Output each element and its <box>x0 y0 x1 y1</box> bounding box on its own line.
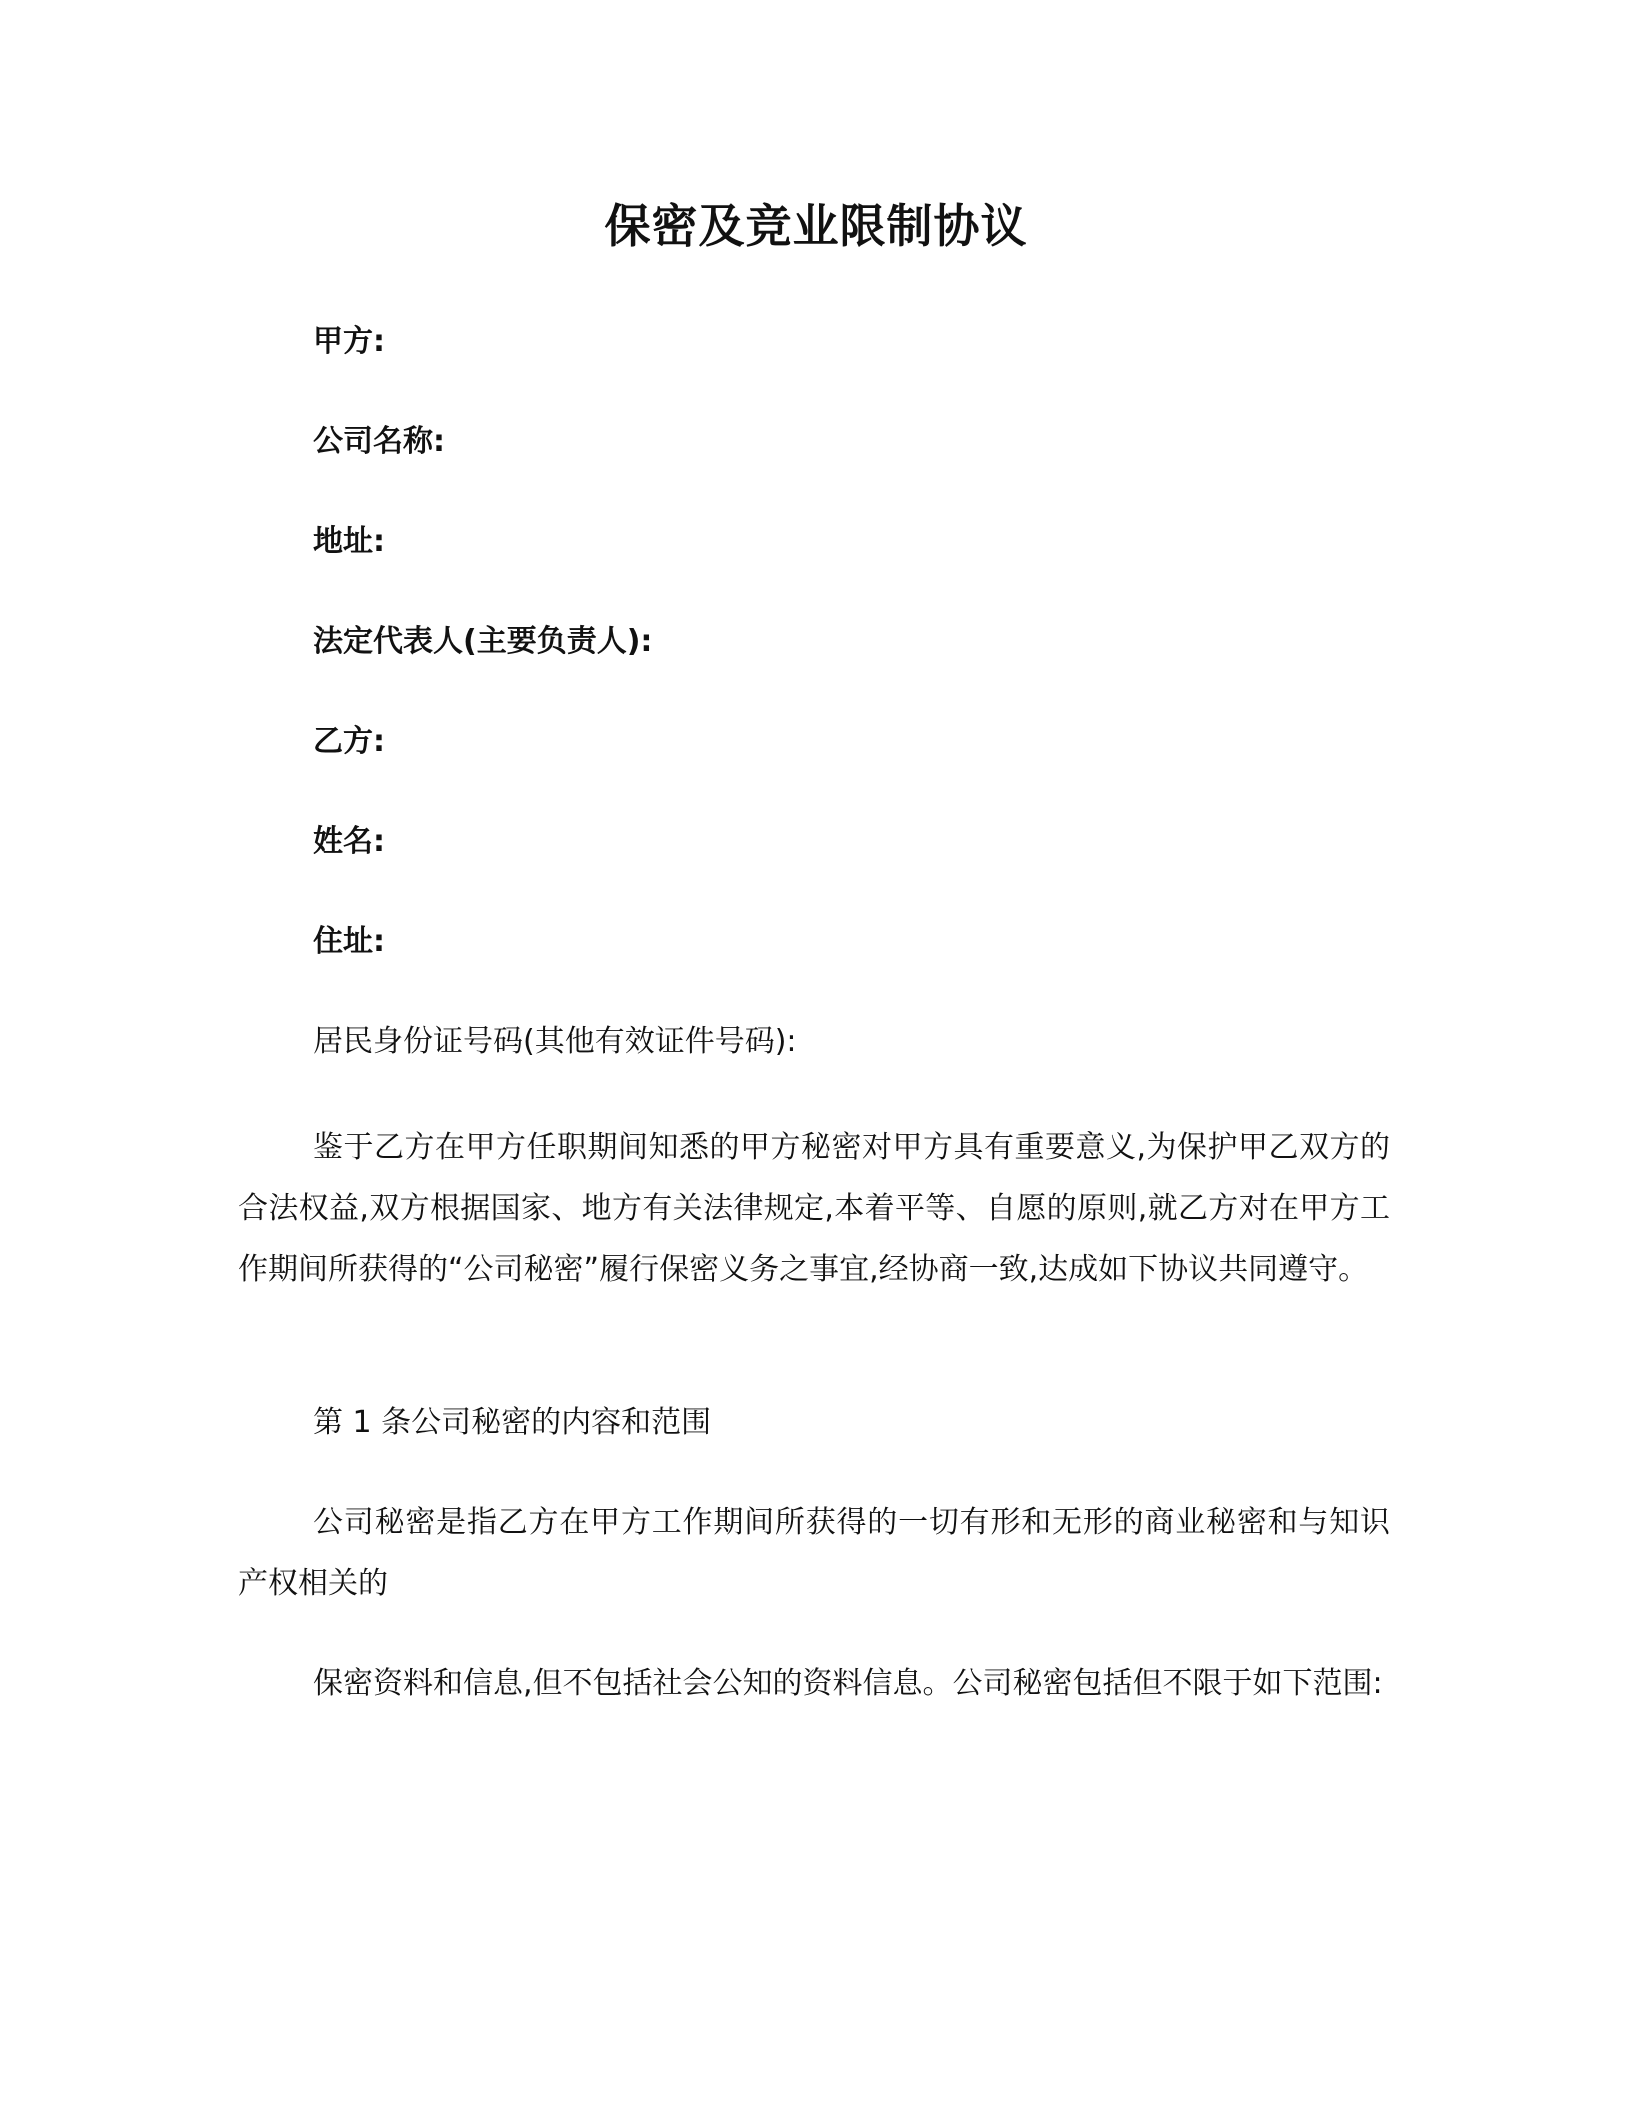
preamble-paragraph: 鉴于乙方在甲方任职期间知悉的甲方秘密对甲方具有重要意义,为保护甲乙双方的合法权益,双方根据国家、地方有关法律规定,本着平等、自愿的原则,就乙方对在甲方工作期间所获得的“公司秘密”履行保密义务之事宜,经协商一致,达成如下协议共同遵守。 <box>238 1130 1390 1287</box>
field-name: 姓名: <box>313 824 385 859</box>
field-legal-representative: 法定代表人(主要负责人): <box>313 624 653 659</box>
document-title: 保密及竞业限制协议 <box>604 199 1028 253</box>
field-id-number: 居民身份证号码(其他有效证件号码): <box>313 1024 797 1059</box>
field-party-a: 甲方: <box>313 324 385 359</box>
field-company-name: 公司名称: <box>313 424 445 459</box>
field-address: 地址: <box>313 524 385 559</box>
field-residence: 住址: <box>313 924 385 959</box>
article-1-heading: 第 1 条公司秘密的内容和范围 <box>313 1405 712 1440</box>
article-1-paragraph-2: 保密资料和信息,但不包括社会公知的资料信息。公司秘密包括但不限于如下范围: <box>313 1666 1383 1701</box>
field-party-b: 乙方: <box>313 724 385 759</box>
article-1-paragraph-1: 公司秘密是指乙方在甲方工作期间所获得的一切有形和无形的商业秘密和与知识产权相关的 <box>238 1505 1390 1601</box>
